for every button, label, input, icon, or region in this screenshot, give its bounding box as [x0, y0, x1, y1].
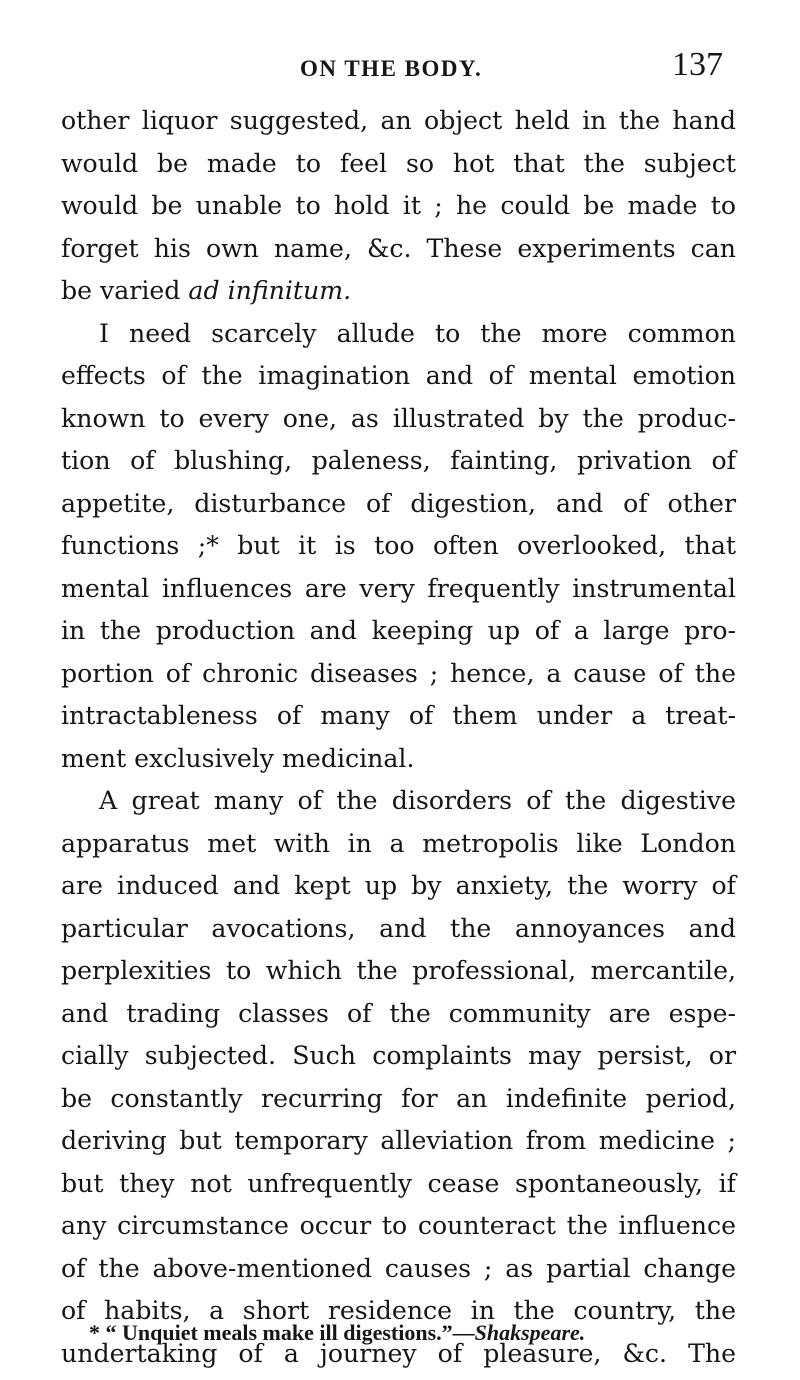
body-text: [61, 100, 736, 1375]
text-line: appetite, disturbance of digestion, and of other: [61, 488, 736, 518]
text-line: perplexities to which the professional, mercantile,: [61, 956, 736, 985]
text-span: be varied: [61, 276, 189, 305]
text-line: other liquor suggested, an object held in the hand: [61, 106, 736, 135]
text-line: cially subjected. Such complaints may persist, or: [61, 1041, 736, 1070]
text-line: [61, 270, 736, 313]
text-line: functions ;* but it is too often overlooked, that: [61, 531, 736, 560]
text-line: deriving but temporary alleviation from medicine ;: [61, 1126, 736, 1155]
text-line: and trading classes of the community are espe-: [61, 998, 736, 1028]
text-line: forget his own name, &c. These experiments can: [61, 233, 736, 263]
running-head: [0, 46, 800, 86]
text-line: effects of the imagination and of mental emotion: [61, 361, 736, 390]
text-line: portion of chronic diseases ; hence, a cause of the: [61, 658, 736, 688]
text-line: would be made to feel so hot that the subject: [61, 148, 736, 178]
text-line: tion of blushing, paleness, fainting, privation of: [61, 446, 736, 475]
text-line: I need scarcely allude to the more common: [99, 318, 736, 348]
page-number: 137: [672, 46, 723, 83]
text-line: apparatus met with in a metropolis like London: [61, 828, 736, 858]
text-line: A great many of the disorders of the digestive: [99, 786, 736, 815]
text-line: would be unable to hold it ; he could be made to: [61, 191, 736, 220]
text-line: known to every one, as illustrated by the produc-: [61, 403, 736, 433]
text-line: are induced and kept up by anxiety, the worry of: [61, 871, 736, 900]
footnote-attribution: Shakspeare.: [474, 1320, 586, 1345]
text-line: any circumstance occur to counteract the influence: [61, 1211, 736, 1240]
footnote-text: * “ Unquiet meals make ill digestions.”—: [89, 1320, 475, 1345]
text-line: in the production and keeping up of a large pro-: [61, 616, 736, 645]
text-line: ment exclusively medicinal.: [61, 743, 415, 773]
text-line: particular avocations, and the annoyances and: [61, 913, 736, 943]
text-line: but they not unfrequently cease spontaneously, if: [61, 1168, 736, 1198]
text-line: undertaking of a journey of pleasure, &c. The: [61, 1338, 736, 1368]
text-line: intractableness of many of them under a treat-: [61, 701, 736, 730]
running-title: ON THE BODY.: [300, 56, 483, 81]
italic-phrase: ad infinitum.: [188, 276, 352, 305]
footnote: [89, 1320, 749, 1346]
text-line: mental influences are very frequently instrumental: [61, 573, 736, 603]
text-line: be constantly recurring for an indefinite period,: [61, 1083, 736, 1113]
text-line: of the above-mentioned causes ; as partial change: [61, 1253, 736, 1283]
text-line: of habits, a short residence in the country, the: [61, 1296, 736, 1325]
